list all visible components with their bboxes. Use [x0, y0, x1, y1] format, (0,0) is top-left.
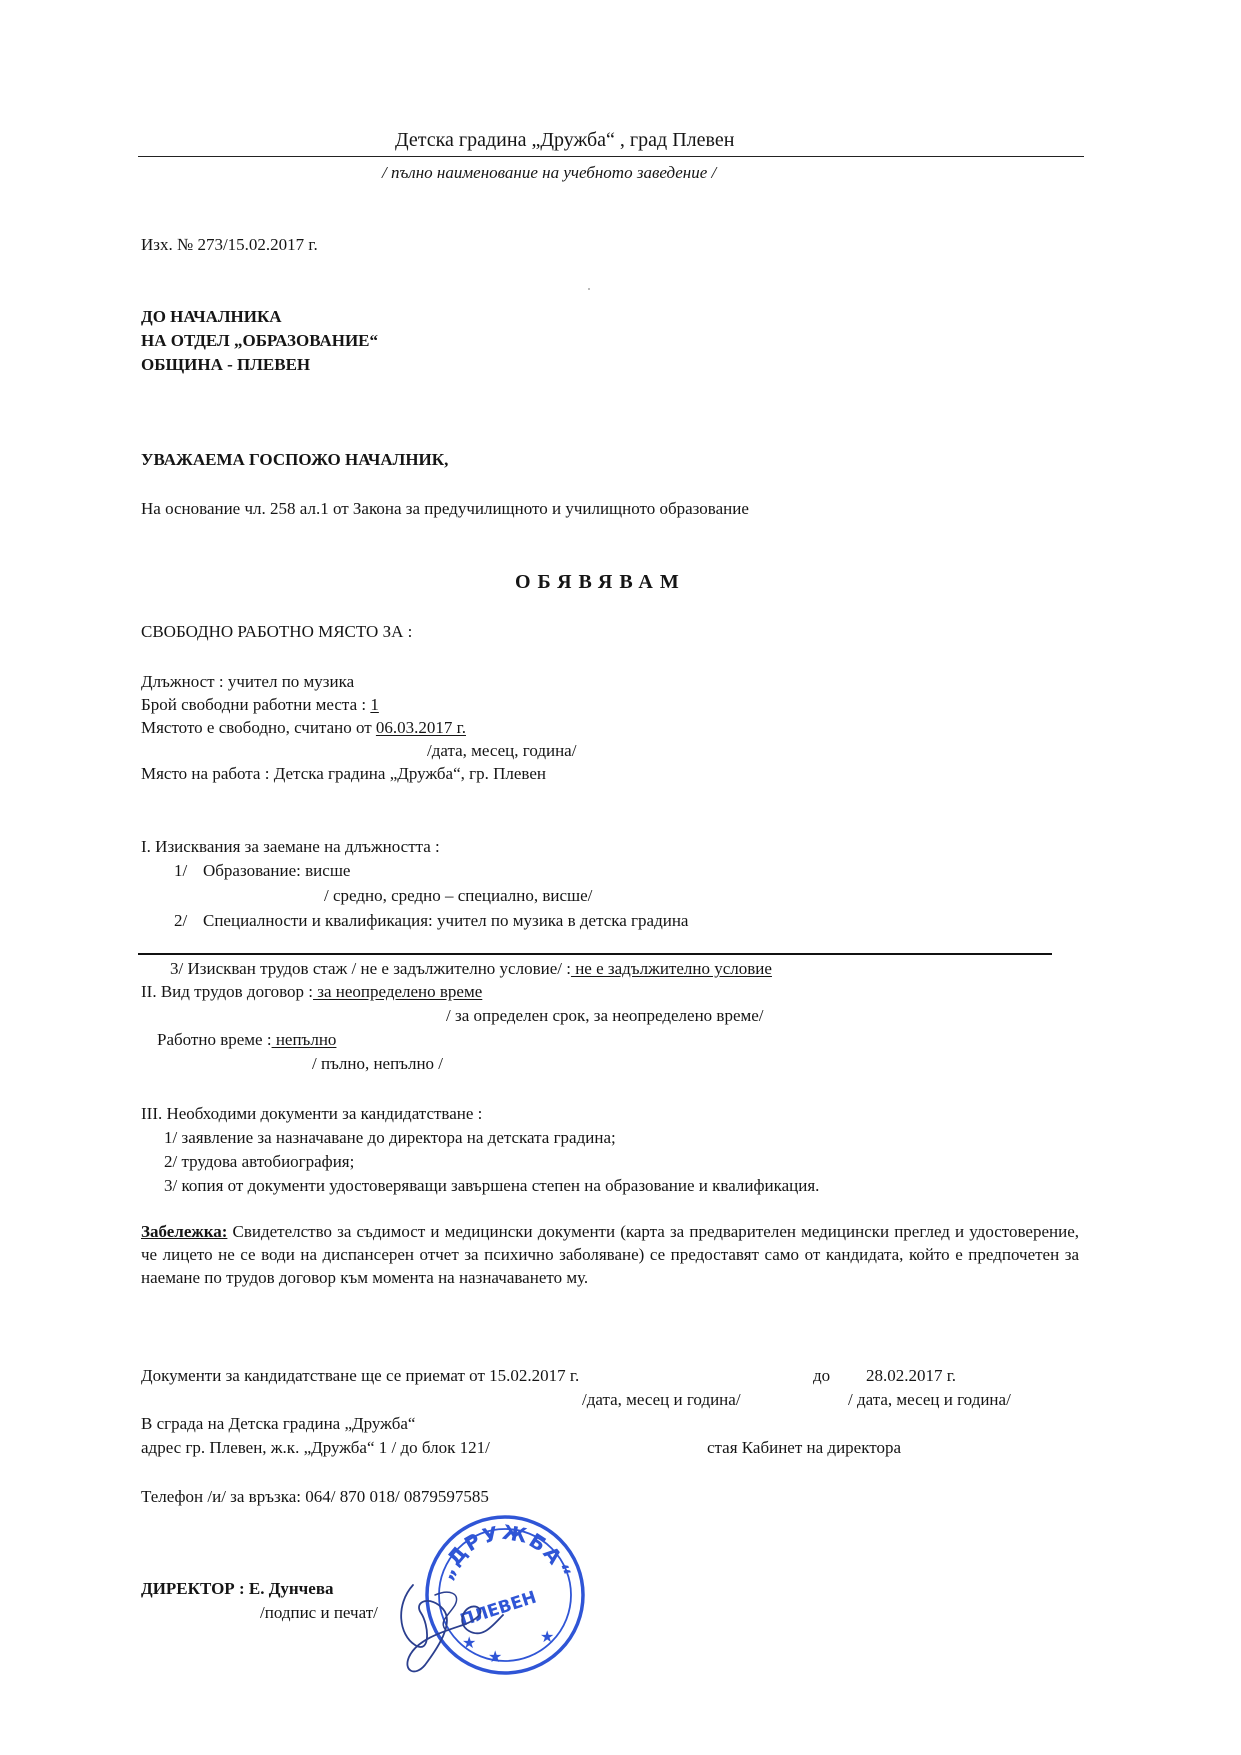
submission-room: стая Кабинет на директора: [707, 1438, 901, 1457]
document-item-1: 1/ заявление за назначаване до директора на детската градина;: [164, 1128, 616, 1147]
submission-to-label: до: [813, 1366, 831, 1385]
institution-name: Детска градина „Дружба“ , град Плевен: [395, 129, 735, 151]
stamp-text-top: „ДРУЖБА“: [433, 1519, 577, 1584]
director-name: ДИРЕКТОР : Е. Дунчева: [141, 1579, 334, 1598]
contract-type: [141, 982, 482, 1002]
vacancy-heading: СВОБОДНО РАБОТНО МЯСТО ЗА :: [141, 622, 413, 641]
education-number: 1/: [174, 861, 188, 880]
addressee-line-2: НА ОТДЕЛ „ОБРАЗОВАНИЕ“: [141, 331, 379, 350]
specialty-number: 2/: [174, 911, 188, 930]
note-text: Свидетелство за съдимост и медицински документи (карта за предварителен медицински преглед и удостоверение, че лицето не се води на диспансерен отчет за психично заболяване) се предоставят само от кандидата, който е предпочетен за наемане по трудов договор към момента на назначаването му.: [141, 1222, 1079, 1287]
institution-caption: / пълно наименование на учебното заведение /: [382, 163, 717, 182]
salutation: УВАЖАЕМА ГОСПОЖО НАЧАЛНИК,: [141, 450, 449, 469]
position: Длъжност : учител по музика: [141, 672, 355, 691]
document-item-3: 3/ копия от документи удостоверяващи завършена степен на образование и квалификация.: [164, 1176, 820, 1195]
legal-basis: На основание чл. 258 ал.1 от Закона за предучилищното и училищното образование: [141, 499, 749, 518]
addressee-line-3: ОБЩИНА - ПЛЕВЕН: [141, 355, 311, 374]
document-item-2: 2/ трудова автобиография;: [164, 1152, 355, 1171]
working-hours: [157, 1030, 336, 1050]
addressee-line-1: ДО НАЧАЛНИКА: [141, 307, 282, 326]
free-from: [141, 718, 466, 738]
section-rule: [138, 953, 1052, 955]
speck: [588, 288, 590, 290]
outgoing-reference: Изх. № 273/15.02.2017 г.: [141, 235, 318, 254]
requirements-heading: I. Изисквания за заемане на длъжността :: [141, 837, 440, 856]
free-from-caption: /дата, месец, година/: [427, 741, 577, 760]
experience-value: не е задължително условие: [570, 959, 772, 978]
vacancy-count-value: 1: [370, 695, 379, 714]
stamp-text-bottom: ПЛЕВЕН: [457, 1587, 540, 1631]
handwritten-signature: [385, 1565, 515, 1680]
submission-to-date: 28.02.2017 г.: [866, 1366, 957, 1385]
submission-caption-from: /дата, месец и година/: [582, 1390, 741, 1409]
working-hours-value: непълно: [271, 1030, 337, 1049]
star-icon: ★: [462, 1633, 477, 1652]
vacancy-count: [141, 695, 379, 715]
header-rule: [138, 156, 1084, 157]
free-from-label: Мястото е свободно, считано от: [141, 718, 376, 737]
specialty: Специалности и квалификация: учител по музика в детска градина: [203, 911, 689, 930]
free-from-date: 06.03.2017 г.: [375, 718, 466, 737]
star-icon: ★: [540, 1627, 555, 1646]
contract-type-label: II. Вид трудов договор :: [141, 982, 314, 1001]
submission-from: Документи за кандидатстване ще се приемат от 15.02.2017 г.: [141, 1366, 580, 1385]
education: Образование: висше: [203, 861, 351, 880]
experience-label: 3/ Изискван трудов стаж / не е задължително условие/ :: [170, 959, 571, 978]
submission-caption-to: / дата, месец и година/: [848, 1390, 1011, 1409]
note-label: Забележка:: [141, 1222, 228, 1241]
submission-building: В сграда на Детска градина „Дружба“: [141, 1414, 416, 1433]
working-hours-caption: / пълно, непълно /: [312, 1054, 444, 1073]
contract-caption: / за определен срок, за неопределено време/: [446, 1006, 764, 1025]
documents-heading: III. Необходими документи за кандидатстване :: [141, 1104, 483, 1123]
workplace: Място на работа : Детска градина „Дружба“, гр. Плевен: [141, 764, 546, 783]
experience: [170, 959, 772, 979]
contract-type-value: за неопределено време: [313, 982, 483, 1001]
star-icon: ★: [488, 1647, 503, 1666]
announcement-title: ОБЯВЯВАМ: [515, 571, 686, 593]
submission-address: адрес гр. Плевен, ж.к. „Дружба“ 1 / до блок 121/: [141, 1438, 490, 1457]
vacancy-count-label: Брой свободни работни места :: [141, 695, 371, 714]
education-caption: / средно, средно – специално, висше/: [324, 886, 593, 905]
note-paragraph: [141, 1220, 1079, 1289]
working-hours-label: Работно време :: [157, 1030, 272, 1049]
contact-phone: Телефон /и/ за връзка: 064/ 870 018/ 0879597585: [141, 1487, 489, 1506]
signature-caption: /подпис и печат/: [260, 1603, 378, 1622]
